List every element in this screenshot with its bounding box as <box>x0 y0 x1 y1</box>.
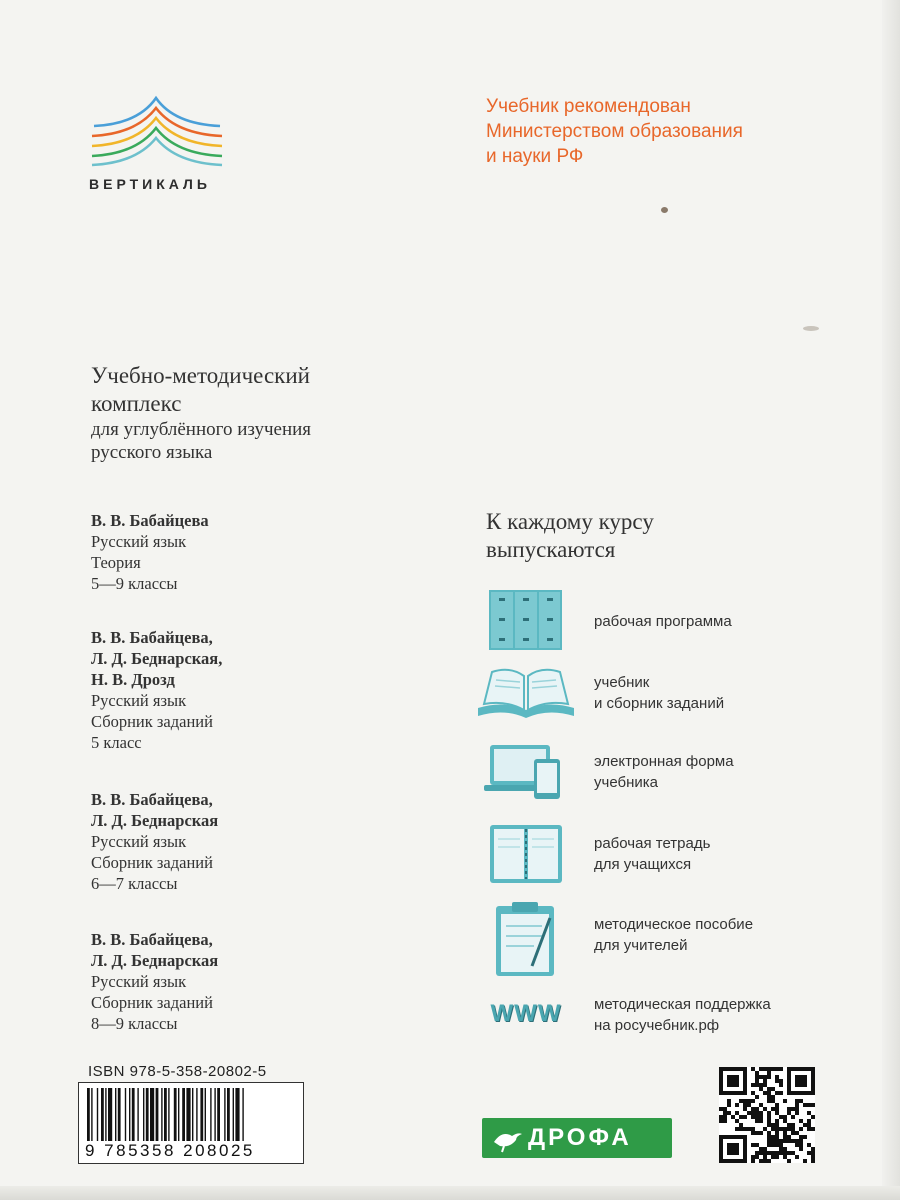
ministry-recommendation <box>486 94 743 169</box>
isbn-label: ISBN 978-5-358-20802-5 <box>88 1063 267 1080</box>
course-item-line: рабочая тетрадь <box>594 835 711 852</box>
book-authors: В. В. Бабайцева, <box>91 930 213 949</box>
book-authors: Л. Д. Беднарская, <box>91 649 223 668</box>
course-item-line: учебник <box>594 674 650 691</box>
course-item-label <box>594 751 734 793</box>
stain-mark <box>661 207 668 213</box>
course-item-label <box>594 611 732 632</box>
course-item-line: рабочая программа <box>594 613 732 630</box>
book-authors: Н. В. Дрозд <box>91 670 175 689</box>
logo-wordmark: ВЕРТИКАЛЬ <box>89 176 211 192</box>
recommend-line: Учебник рекомендован <box>486 96 691 117</box>
course-item-line: методическая поддержка <box>594 996 771 1013</box>
recommend-line: Министерством образования <box>486 121 743 142</box>
vertical-logo <box>86 92 231 192</box>
barcode-bars <box>85 1088 297 1144</box>
book-line: Теория <box>91 553 141 572</box>
book-line: Русский язык <box>91 972 187 991</box>
course-item-label <box>594 914 753 956</box>
barcode <box>78 1082 304 1164</box>
book-line: 5 класс <box>91 733 142 752</box>
devices-icon <box>476 743 576 803</box>
book-entry <box>91 510 209 594</box>
book-line: 6—7 классы <box>91 874 178 893</box>
qr-code-icon <box>719 1067 815 1163</box>
clipboard-icon <box>476 900 576 976</box>
book-line: 5—9 классы <box>91 574 178 593</box>
bird-icon <box>488 1118 528 1158</box>
drofa-wordmark: ДРОФА <box>528 1124 632 1151</box>
book-entry <box>91 929 218 1034</box>
binders-icon <box>476 590 576 650</box>
book-line: Сборник заданий <box>91 853 213 872</box>
kit-title-line: комплекс <box>91 391 182 416</box>
book-line: Сборник заданий <box>91 993 213 1012</box>
book-authors: В. В. Бабайцева, <box>91 790 213 809</box>
cover-right-edge <box>882 0 900 1200</box>
kit-subtitle-line: для углублённого изучения <box>91 419 312 440</box>
book-authors: Л. Д. Беднарская <box>91 951 219 970</box>
www-icon-text: WWW <box>490 1000 562 1027</box>
book-authors: Л. Д. Беднарская <box>91 811 219 830</box>
book-entry <box>91 789 218 894</box>
course-item-line: для учащихся <box>594 856 692 873</box>
course-item-line: методическое пособие <box>594 916 754 933</box>
kit-title-line: Учебно-методический <box>91 363 310 388</box>
drofa-logo <box>482 1118 672 1158</box>
course-item-label <box>594 672 724 714</box>
course-item-line: и сборник заданий <box>594 695 725 712</box>
course-item-line: учебника <box>594 774 658 791</box>
barcode-digits: 9 785358 208025 <box>85 1141 255 1160</box>
notebook-icon <box>476 825 576 885</box>
course-item-label <box>594 994 771 1036</box>
course-item-line: для учителей <box>594 937 688 954</box>
cover-bottom-edge <box>0 1186 900 1200</box>
course-item <box>476 743 806 803</box>
course-item-line: электронная форма <box>594 753 734 770</box>
kit-subtitle-line: русского языка <box>91 442 213 463</box>
course-item <box>476 590 806 650</box>
course-item <box>476 990 806 1050</box>
course-heading-line: выпускаются <box>486 537 616 562</box>
course-heading <box>486 508 654 564</box>
www-icon <box>476 998 576 1030</box>
book-authors: В. В. Бабайцева <box>91 511 209 530</box>
recommend-line: и науки РФ <box>486 146 584 167</box>
book-entry <box>91 627 222 753</box>
course-heading-line: К каждому курсу <box>486 509 654 534</box>
rainbow-arches-icon <box>86 92 228 172</box>
book-line: Русский язык <box>91 832 187 851</box>
book-line: 8—9 классы <box>91 1014 178 1033</box>
book-line: Русский язык <box>91 532 187 551</box>
open-book-icon <box>476 664 576 724</box>
book-line: Сборник заданий <box>91 712 213 731</box>
book-line: Русский язык <box>91 691 187 710</box>
course-item-line: на росучебник.рф <box>594 1017 720 1034</box>
book-authors: В. В. Бабайцева, <box>91 628 213 647</box>
stain-mark <box>803 326 819 331</box>
course-item <box>476 664 806 724</box>
course-item <box>476 900 806 976</box>
course-item <box>476 825 806 885</box>
course-item-label <box>594 833 710 875</box>
kit-title-block <box>91 362 311 464</box>
